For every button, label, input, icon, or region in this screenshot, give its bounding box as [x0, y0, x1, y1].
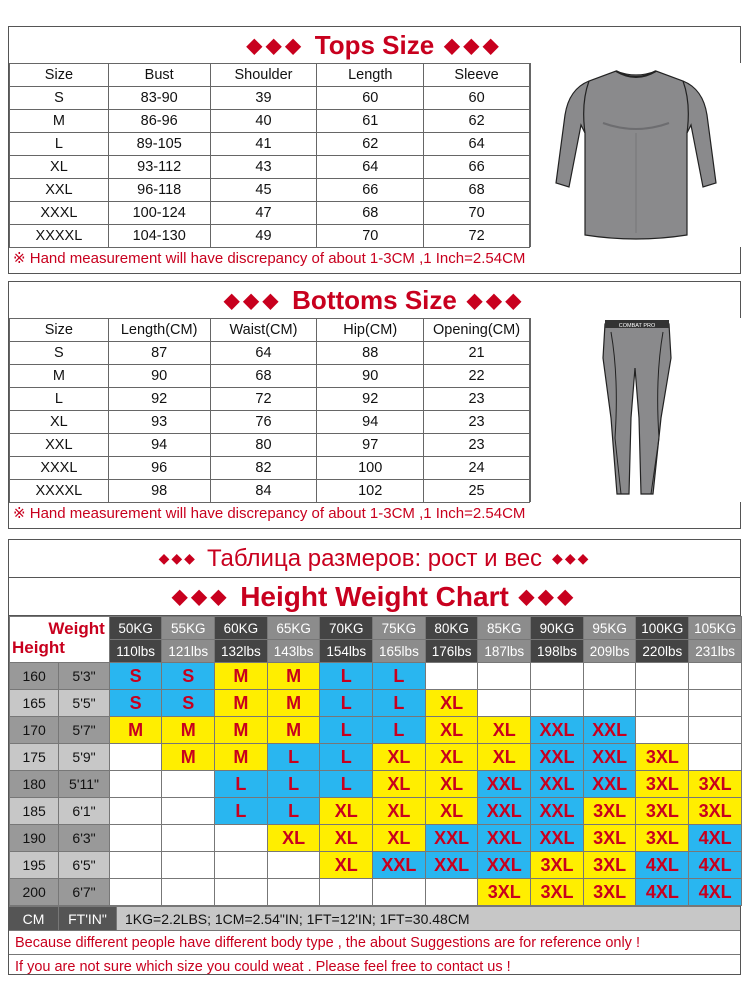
table-cell: 92 [317, 388, 424, 411]
weight-kg-header: 65KG [267, 617, 320, 640]
table-cell: S [10, 87, 109, 110]
size-cell [636, 717, 689, 744]
weight-kg-header: 100KG [636, 617, 689, 640]
table-cell: 84 [210, 480, 317, 503]
table-cell: 104-130 [108, 225, 210, 248]
table-cell: 94 [317, 411, 424, 434]
height-row [10, 825, 742, 852]
size-cell [267, 852, 320, 879]
leggings-icon [531, 318, 742, 502]
weight-lbs-row [10, 640, 742, 663]
size-cell [109, 852, 162, 879]
tops-column-header: Sleeve [424, 64, 530, 87]
size-cell [109, 879, 162, 906]
weight-kg-row [10, 617, 742, 640]
table-cell: 64 [210, 342, 317, 365]
height-ft: 5'5" [59, 690, 109, 717]
size-cell: M [267, 663, 320, 690]
weight-lbs-header: 110lbs [109, 640, 162, 663]
size-cell: 3XL [531, 879, 584, 906]
tops-column-header: Bust [108, 64, 210, 87]
size-cell [109, 744, 162, 771]
svg-text:COMBAT PRO: COMBAT PRO [618, 323, 656, 329]
size-cell [478, 663, 531, 690]
table-cell: 62 [317, 133, 424, 156]
table-row [10, 156, 530, 179]
height-ft: 5'7" [59, 717, 109, 744]
size-cell: 4XL [689, 879, 742, 906]
table-cell: 41 [210, 133, 317, 156]
table-cell: 89-105 [108, 133, 210, 156]
table-row [10, 133, 530, 156]
table-cell: 72 [424, 225, 530, 248]
table-cell: L [10, 388, 109, 411]
size-cell: 3XL [583, 798, 636, 825]
table-cell: XXXL [10, 457, 109, 480]
size-cell: XL [373, 825, 426, 852]
size-cell: M [162, 717, 215, 744]
height-row [10, 663, 742, 690]
weight-lbs-header: 187lbs [478, 640, 531, 663]
weight-lbs-header: 198lbs [531, 640, 584, 663]
size-cell: XXL [583, 717, 636, 744]
size-cell: M [215, 663, 268, 690]
table-cell: 70 [317, 225, 424, 248]
table-cell: 40 [210, 110, 317, 133]
size-cell: L [267, 798, 320, 825]
weight-lbs-header: 176lbs [425, 640, 478, 663]
size-cell: 3XL [583, 825, 636, 852]
size-cell: XL [267, 825, 320, 852]
table-cell: XXL [10, 434, 109, 457]
table-cell: 60 [317, 87, 424, 110]
table-cell: 96 [108, 457, 210, 480]
size-cell [531, 690, 584, 717]
table-cell: 64 [424, 133, 530, 156]
height-weight-title-en: ◆◆◆ Height Weight Chart ◆◆◆ [9, 578, 740, 616]
size-cell: XL [478, 744, 531, 771]
height-ft: 5'9" [59, 744, 109, 771]
weight-kg-header: 105KG [689, 617, 742, 640]
size-cell [478, 690, 531, 717]
size-cell: XXL [531, 744, 584, 771]
height-ft: 6'1" [59, 798, 109, 825]
table-cell: 25 [424, 480, 530, 503]
bottoms-column-header: Size [10, 319, 109, 342]
table-row [10, 179, 530, 202]
height-cm: 195 [10, 852, 59, 879]
table-cell: 45 [210, 179, 317, 202]
table-cell: 96-118 [108, 179, 210, 202]
table-cell: 64 [317, 156, 424, 179]
size-cell: L [215, 771, 268, 798]
weight-lbs-header: 121lbs [162, 640, 215, 663]
size-cell: 3XL [531, 852, 584, 879]
table-cell: 90 [108, 365, 210, 388]
size-cell [162, 798, 215, 825]
height-label: Height [12, 638, 65, 657]
weight-lbs-header: 132lbs [215, 640, 268, 663]
tops-shirt-image [530, 63, 741, 247]
table-cell: 97 [317, 434, 424, 457]
bottoms-column-header: Opening(CM) [424, 319, 530, 342]
table-cell: XXL [10, 179, 109, 202]
weight-lbs-header: 165lbs [373, 640, 426, 663]
table-cell: 90 [317, 365, 424, 388]
size-cell [109, 825, 162, 852]
tops-column-header: Shoulder [210, 64, 317, 87]
size-cell: L [320, 744, 373, 771]
size-cell: XXL [583, 771, 636, 798]
weight-lbs-header: 231lbs [689, 640, 742, 663]
tops-size-table [9, 63, 530, 248]
size-cell: S [109, 690, 162, 717]
size-cell [425, 879, 478, 906]
weight-lbs-header: 209lbs [583, 640, 636, 663]
size-cell: XXL [531, 717, 584, 744]
size-cell [583, 690, 636, 717]
weight-kg-header: 70KG [320, 617, 373, 640]
height-ft: 6'7" [59, 879, 109, 906]
size-cell [636, 690, 689, 717]
size-cell: XL [425, 690, 478, 717]
size-cell: 3XL [478, 879, 531, 906]
size-cell: XXL [531, 771, 584, 798]
tops-measurement-note: ※ Hand measurement will have discrepancy of about 1-3CM ,1 Inch=2.54CM [13, 250, 526, 267]
height-cm: 180 [10, 771, 59, 798]
size-cell: XXL [583, 744, 636, 771]
table-cell: 70 [424, 202, 530, 225]
height-ft: 5'3" [59, 663, 109, 690]
diamond-icon: ◆◆◆ [224, 289, 283, 312]
table-row [10, 110, 530, 133]
size-cell: XXL [478, 852, 531, 879]
diamond-icon: ◆◆◆ [518, 586, 577, 608]
size-cell: M [109, 717, 162, 744]
table-cell: 66 [317, 179, 424, 202]
size-cell: XL [478, 717, 531, 744]
table-cell: M [10, 365, 109, 388]
table-cell: 60 [424, 87, 530, 110]
table-cell: 23 [424, 434, 530, 457]
table-row [10, 202, 530, 225]
footer-cm-label: CM [9, 907, 58, 930]
table-cell: 92 [108, 388, 210, 411]
size-cell [689, 717, 742, 744]
table-cell: 80 [210, 434, 317, 457]
size-cell: S [162, 690, 215, 717]
size-cell: XL [425, 744, 478, 771]
size-cell: L [320, 771, 373, 798]
size-cell: L [320, 717, 373, 744]
table-row [10, 225, 530, 248]
table-cell: 93 [108, 411, 210, 434]
weight-kg-header: 95KG [583, 617, 636, 640]
table-cell: S [10, 342, 109, 365]
size-cell [215, 879, 268, 906]
weight-kg-header: 60KG [215, 617, 268, 640]
height-weight-panel [8, 539, 741, 975]
height-row [10, 879, 742, 906]
table-row [10, 480, 530, 503]
table-cell: 100-124 [108, 202, 210, 225]
weight-height-corner [10, 617, 110, 663]
table-cell: 76 [210, 411, 317, 434]
size-cell: 3XL [636, 771, 689, 798]
table-cell: 88 [317, 342, 424, 365]
table-cell: 47 [210, 202, 317, 225]
table-cell: XL [10, 156, 109, 179]
size-cell [636, 663, 689, 690]
size-cell: XL [425, 771, 478, 798]
size-cell [320, 879, 373, 906]
weight-lbs-header: 220lbs [636, 640, 689, 663]
tops-size-panel [8, 26, 741, 274]
size-cell: 3XL [636, 825, 689, 852]
size-cell: L [320, 690, 373, 717]
bottoms-column-header: Hip(CM) [317, 319, 424, 342]
table-cell: 23 [424, 388, 530, 411]
size-cell [531, 663, 584, 690]
height-cm: 200 [10, 879, 59, 906]
size-cell: XL [373, 744, 426, 771]
size-cell [215, 852, 268, 879]
table-cell: 86-96 [108, 110, 210, 133]
size-cell: XL [373, 798, 426, 825]
height-cm: 165 [10, 690, 59, 717]
bottoms-column-header: Waist(CM) [210, 319, 317, 342]
size-cell: M [162, 744, 215, 771]
size-cell: 3XL [583, 852, 636, 879]
height-weight-table [9, 616, 742, 906]
size-cell [109, 771, 162, 798]
height-cm: 175 [10, 744, 59, 771]
table-cell: 102 [317, 480, 424, 503]
weight-lbs-header: 143lbs [267, 640, 320, 663]
table-cell: M [10, 110, 109, 133]
table-row [10, 457, 530, 480]
tops-column-header: Length [317, 64, 424, 87]
footer-ft-label: FT'IN" [58, 907, 116, 930]
size-cell: XL [425, 798, 478, 825]
height-row [10, 717, 742, 744]
height-row [10, 771, 742, 798]
height-cm: 190 [10, 825, 59, 852]
table-cell: 24 [424, 457, 530, 480]
height-row [10, 744, 742, 771]
table-cell: XXXXL [10, 225, 109, 248]
conversion-row [9, 906, 740, 930]
size-cell: XL [425, 717, 478, 744]
diamond-icon: ◆◆◆ [172, 586, 231, 608]
size-cell: 3XL [636, 798, 689, 825]
long-sleeve-shirt-icon [531, 63, 742, 247]
size-cell: L [267, 771, 320, 798]
table-cell: 100 [317, 457, 424, 480]
bottoms-measurement-note: ※ Hand measurement will have discrepancy of about 1-3CM ,1 Inch=2.54CM [13, 505, 526, 522]
height-row [10, 798, 742, 825]
size-cell [373, 879, 426, 906]
size-cell: L [373, 690, 426, 717]
size-cell: XXL [478, 825, 531, 852]
height-row [10, 690, 742, 717]
table-row [10, 365, 530, 388]
bottoms-column-header: Length(CM) [108, 319, 210, 342]
weight-kg-header: 55KG [162, 617, 215, 640]
bottoms-pants-image [530, 318, 741, 502]
height-cm: 160 [10, 663, 59, 690]
size-cell: XL [320, 798, 373, 825]
weight-lbs-header: 154lbs [320, 640, 373, 663]
weight-kg-header: 90KG [531, 617, 584, 640]
weight-kg-header: 50KG [109, 617, 162, 640]
size-cell: XL [320, 825, 373, 852]
table-cell: XXXXL [10, 480, 109, 503]
table-cell: XXXL [10, 202, 109, 225]
bottoms-size-panel [8, 281, 741, 529]
table-row [10, 411, 530, 434]
size-cell: 3XL [689, 771, 742, 798]
bottoms-size-title: ◆◆◆ Bottoms Size ◆◆◆ [224, 284, 525, 315]
weight-label: Weight [48, 619, 105, 638]
tops-column-header: Size [10, 64, 109, 87]
size-cell: L [373, 663, 426, 690]
table-cell: 68 [317, 202, 424, 225]
table-cell: 21 [424, 342, 530, 365]
bottoms-size-table [9, 318, 530, 503]
size-cell: M [215, 717, 268, 744]
size-cell: 4XL [689, 852, 742, 879]
contact-note: If you are not sure which size you could weat . Please feel free to contact us ! [9, 954, 740, 978]
table-cell: 61 [317, 110, 424, 133]
size-cell [689, 690, 742, 717]
size-cell [689, 663, 742, 690]
size-cell: 3XL [583, 879, 636, 906]
table-row [10, 87, 530, 110]
size-cell: S [109, 663, 162, 690]
size-cell: XXL [531, 798, 584, 825]
diamond-icon: ◆◆◆ [246, 34, 305, 57]
table-cell: 94 [108, 434, 210, 457]
table-cell: 62 [424, 110, 530, 133]
weight-kg-header: 85KG [478, 617, 531, 640]
size-cell: S [162, 663, 215, 690]
size-cell [689, 744, 742, 771]
size-cell: XL [320, 852, 373, 879]
height-cm: 170 [10, 717, 59, 744]
size-cell: L [215, 798, 268, 825]
table-cell: L [10, 133, 109, 156]
table-cell: 66 [424, 156, 530, 179]
height-cm: 185 [10, 798, 59, 825]
reference-note: Because different people have different body type , the about Suggestions are for reference only ! [9, 930, 740, 954]
size-cell [267, 879, 320, 906]
diamond-icon: ◆◆◆ [552, 550, 591, 566]
size-cell: XXL [531, 825, 584, 852]
table-cell: 93-112 [108, 156, 210, 179]
diamond-icon: ◆◆◆ [158, 550, 197, 566]
tops-size-title: ◆◆◆ Tops Size ◆◆◆ [246, 29, 503, 60]
table-cell: 22 [424, 365, 530, 388]
size-cell: M [215, 690, 268, 717]
size-cell [425, 663, 478, 690]
table-row [10, 342, 530, 365]
size-cell: M [267, 690, 320, 717]
height-ft: 6'5" [59, 852, 109, 879]
size-cell [109, 798, 162, 825]
size-cell [215, 825, 268, 852]
size-cell [162, 879, 215, 906]
table-cell: 49 [210, 225, 317, 248]
size-cell: 4XL [689, 825, 742, 852]
height-row [10, 852, 742, 879]
size-cell [162, 771, 215, 798]
size-cell: L [373, 717, 426, 744]
bottoms-header-row [10, 319, 530, 342]
size-cell: 4XL [636, 852, 689, 879]
table-cell: 87 [108, 342, 210, 365]
size-cell: XXL [478, 798, 531, 825]
diamond-icon: ◆◆◆ [466, 289, 525, 312]
table-cell: 72 [210, 388, 317, 411]
size-cell: XL [373, 771, 426, 798]
tops-header-row [10, 64, 530, 87]
table-row [10, 434, 530, 457]
table-cell: XL [10, 411, 109, 434]
diamond-icon: ◆◆◆ [444, 34, 503, 57]
size-cell: L [320, 663, 373, 690]
size-cell [162, 852, 215, 879]
size-cell [583, 663, 636, 690]
size-cell: M [267, 717, 320, 744]
size-cell: L [267, 744, 320, 771]
size-cell: 3XL [689, 798, 742, 825]
table-cell: 23 [424, 411, 530, 434]
table-cell: 83-90 [108, 87, 210, 110]
table-cell: 98 [108, 480, 210, 503]
table-cell: 82 [210, 457, 317, 480]
size-cell: 4XL [636, 879, 689, 906]
weight-kg-header: 80KG [425, 617, 478, 640]
size-cell: XXL [373, 852, 426, 879]
height-weight-title-ru: ◆◆◆ Таблица размеров: рост и вес ◆◆◆ [9, 540, 740, 578]
size-cell: XXL [425, 825, 478, 852]
table-cell: 68 [424, 179, 530, 202]
table-cell: 43 [210, 156, 317, 179]
weight-kg-header: 75KG [373, 617, 426, 640]
table-cell: 39 [210, 87, 317, 110]
size-cell: M [215, 744, 268, 771]
table-row [10, 388, 530, 411]
size-cell: XXL [478, 771, 531, 798]
size-cell: 3XL [636, 744, 689, 771]
size-cell [162, 825, 215, 852]
height-ft: 6'3" [59, 825, 109, 852]
table-cell: 68 [210, 365, 317, 388]
conversion-text: 1KG=2.2LBS; 1CM=2.54"IN; 1FT=12'IN; 1FT=30.48CM [116, 907, 740, 930]
size-cell: XXL [425, 852, 478, 879]
height-ft: 5'11" [59, 771, 109, 798]
